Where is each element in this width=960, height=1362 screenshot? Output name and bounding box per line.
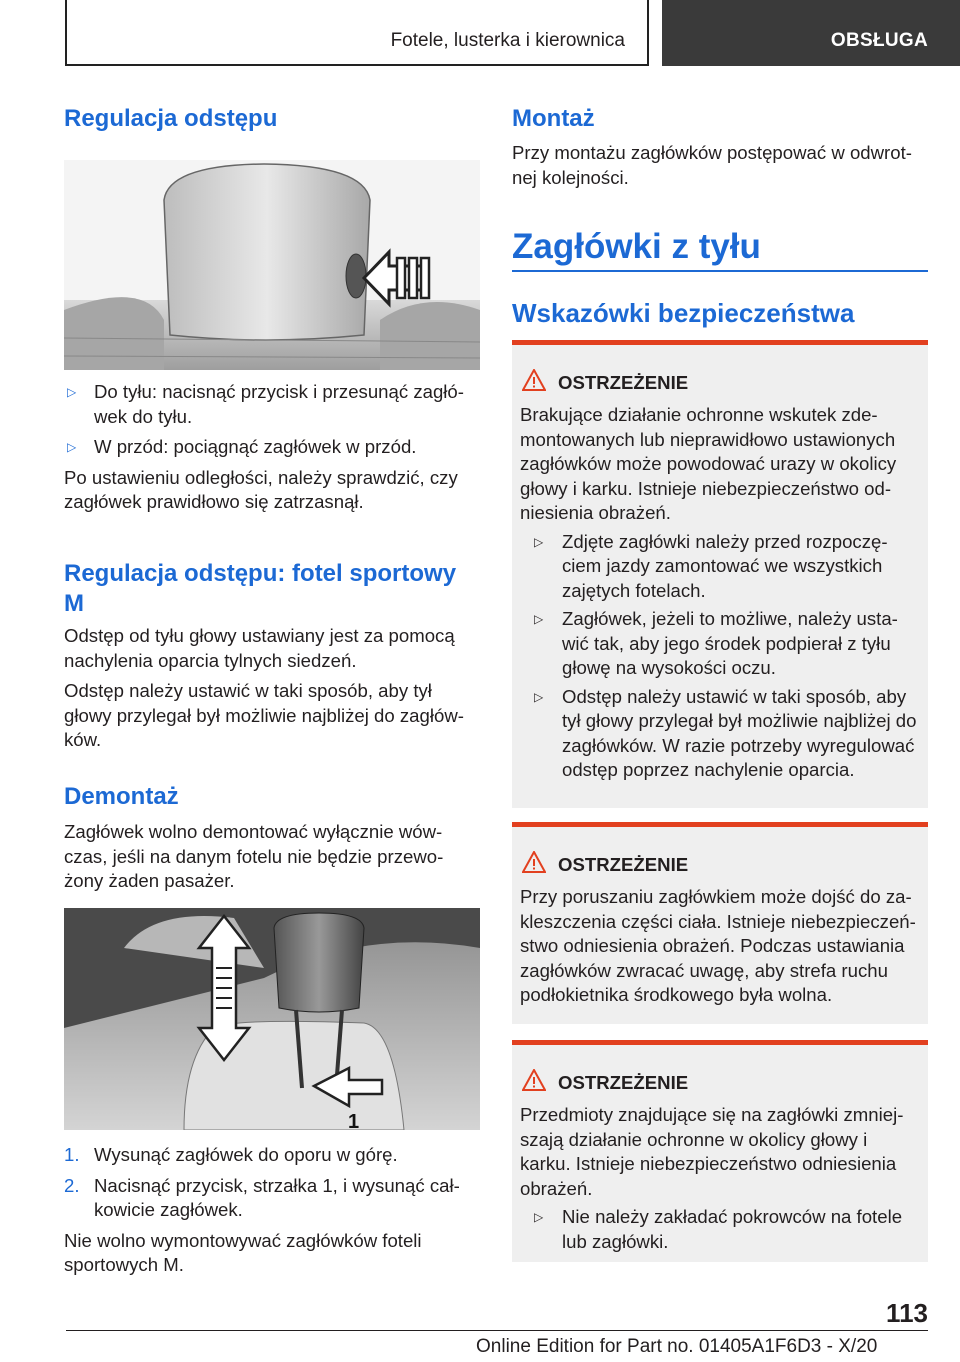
warning-text: Przy poruszaniu zagłówkiem może dojść do za- kleszczenia części ciała. Istnieje niebezpieczeń- stwo odniesienia obrażeń. Podczas ustawiania zagłówków zwracać uwagę, aby strefa ruchu podłokietnika środkowego była wolna. bbox=[520, 886, 916, 1005]
remove-text bbox=[64, 820, 480, 894]
bullet-text: Odstęp należy ustawić w taki sposób, aby tył głowy przylegał był możliwie najbliżej do zagłówków. W razie potrzeby wyregulować odstęp poprzez nachylenie oparcia. bbox=[562, 685, 917, 780]
list-item bbox=[520, 607, 920, 681]
warning-text: Brakujące działanie ochronne wskutek zde- montowanych lub nieprawidłowo ustawionych zagłówków może powodować urazy w okolicy głowy i karku. Istnieje niebezpieczeństwo od- niesienia obrażeń. bbox=[520, 404, 897, 523]
heading-regulacja-odstepu: Regulacja odstępu bbox=[64, 105, 278, 132]
sport-seat-text bbox=[64, 624, 480, 753]
heading-underline bbox=[512, 270, 928, 272]
figure-headrest-remove bbox=[64, 908, 480, 1130]
warning-content bbox=[520, 885, 920, 1008]
warning-triangle-icon bbox=[522, 369, 546, 391]
header-section-title: Fotele, lusterka i kierownica bbox=[390, 30, 625, 51]
header-section-box bbox=[65, 0, 649, 66]
warning-box-2 bbox=[512, 822, 928, 1024]
warning-content bbox=[520, 403, 920, 783]
warning-box-1 bbox=[512, 340, 928, 808]
list-item bbox=[520, 530, 920, 604]
warning-box-3 bbox=[512, 1040, 928, 1262]
bullet-text: Zagłówek, jeżeli to możliwe, należy usta- wić tak, aby jego środek podpierał z tyłu głowę na wysokości oczu. bbox=[562, 608, 898, 678]
adjust-bullet-list bbox=[64, 380, 480, 515]
figure-callout-1: 1 bbox=[348, 1111, 360, 1130]
step-text: Wysunąć zagłówek do oporu w górę. bbox=[94, 1144, 398, 1165]
heading-montaz: Montaż bbox=[512, 105, 595, 132]
paragraph-end: Nie wolno wymontowywać zagłówków foteli sportowych M. bbox=[64, 1229, 422, 1275]
warning-triangle-icon bbox=[522, 851, 546, 873]
heading-sport-seat: Regulacja odstępu: fotel sportowy M bbox=[64, 560, 457, 617]
paragraph-mount: Przy montażu zagłówków postępować w odwrot- nej kolejności. bbox=[512, 142, 912, 188]
paragraph-remove: Zagłówek wolno demontować wyłącznie wów- czas, jeśli na danym fotelu nie będzie przewo- żony żaden pasażer. bbox=[64, 821, 444, 891]
step-number: 1. bbox=[64, 1144, 80, 1165]
heading-safety-notes: Wskazówki bezpieczeństwa bbox=[512, 298, 855, 328]
bullet-text: W przód: pociągnąć zagłówek w przód. bbox=[94, 436, 417, 457]
paragraph-sport-2: Odstęp należy ustawić w taki sposób, aby tył głowy przylegał był możliwie najbliżej do zagłów- ków. bbox=[64, 680, 464, 750]
warning-text: Przedmioty znajdujące się na zagłówki zmniej- szają działanie ochronne w okolicy głowy i karku. Istnieje niebezpieczeństwo odniesienia obrażeń. bbox=[520, 1104, 904, 1199]
step-number: 2. bbox=[64, 1174, 80, 1196]
list-item bbox=[64, 435, 480, 460]
bullet-triangle-icon: ▷ bbox=[67, 440, 77, 454]
bullet-triangle-icon: ▷ bbox=[534, 1210, 544, 1224]
paragraph-sport-1: Odstęp od tyłu głowy ustawiany jest za pomocą nachylenia oparcia tylnych siedzeń. bbox=[64, 625, 455, 671]
bullet-triangle-icon: ▷ bbox=[67, 385, 77, 399]
header-chapter-tab bbox=[662, 0, 960, 66]
list-item bbox=[64, 380, 480, 429]
footer-divider bbox=[66, 1330, 928, 1331]
warning-triangle-icon bbox=[522, 1069, 546, 1091]
footer-edition: Online Edition for Part no. 01405A1F6D3 - X/20 bbox=[476, 1336, 878, 1357]
bullet-triangle-icon: ▷ bbox=[534, 612, 544, 626]
step-text: Nacisnąć przycisk, strzałka 1, i wysunąć cał- kowicie zagłówek. bbox=[94, 1174, 460, 1220]
remove-steps-list bbox=[64, 1143, 480, 1278]
bullet-triangle-icon: ▷ bbox=[534, 689, 544, 704]
bullet-text: Nie należy zakładać pokrowców na fotele lub zagłówki. bbox=[562, 1206, 903, 1252]
bullet-text: Zdjęte zagłówki należy przed rozpoczę- ciem jazdy zamontować we wszystkich zajętych fotelach. bbox=[562, 530, 888, 601]
list-item bbox=[520, 685, 920, 783]
paragraph-after-adjust: Po ustawieniu odległości, należy sprawdzić, czy zagłówek prawidłowo się zatrzasnął. bbox=[64, 466, 458, 512]
bullet-text: Do tyłu: nacisnąć przycisk i przesunąć zagłó- wek do tyłu. bbox=[94, 381, 464, 427]
bullet-triangle-icon: ▷ bbox=[534, 534, 544, 549]
headrest-adjust-illustration bbox=[64, 160, 480, 370]
heading-rear-headrests: Zagłówki z tyłu bbox=[512, 227, 761, 266]
figure-headrest-adjust bbox=[64, 160, 480, 370]
list-item bbox=[64, 1174, 480, 1223]
list-item bbox=[64, 1143, 480, 1168]
heading-demontaz: Demontaż bbox=[64, 783, 179, 810]
page-number: 113 bbox=[886, 1298, 928, 1328]
list-item bbox=[520, 1205, 920, 1254]
warning-title: OSTRZEŻENIE bbox=[558, 372, 689, 393]
headrest-remove-illustration bbox=[64, 908, 480, 1130]
header-chapter-label: OBSŁUGA bbox=[830, 30, 928, 51]
warning-content bbox=[520, 1103, 920, 1254]
warning-title: OSTRZEŻENIE bbox=[558, 854, 689, 875]
warning-title: OSTRZEŻENIE bbox=[558, 1072, 689, 1093]
